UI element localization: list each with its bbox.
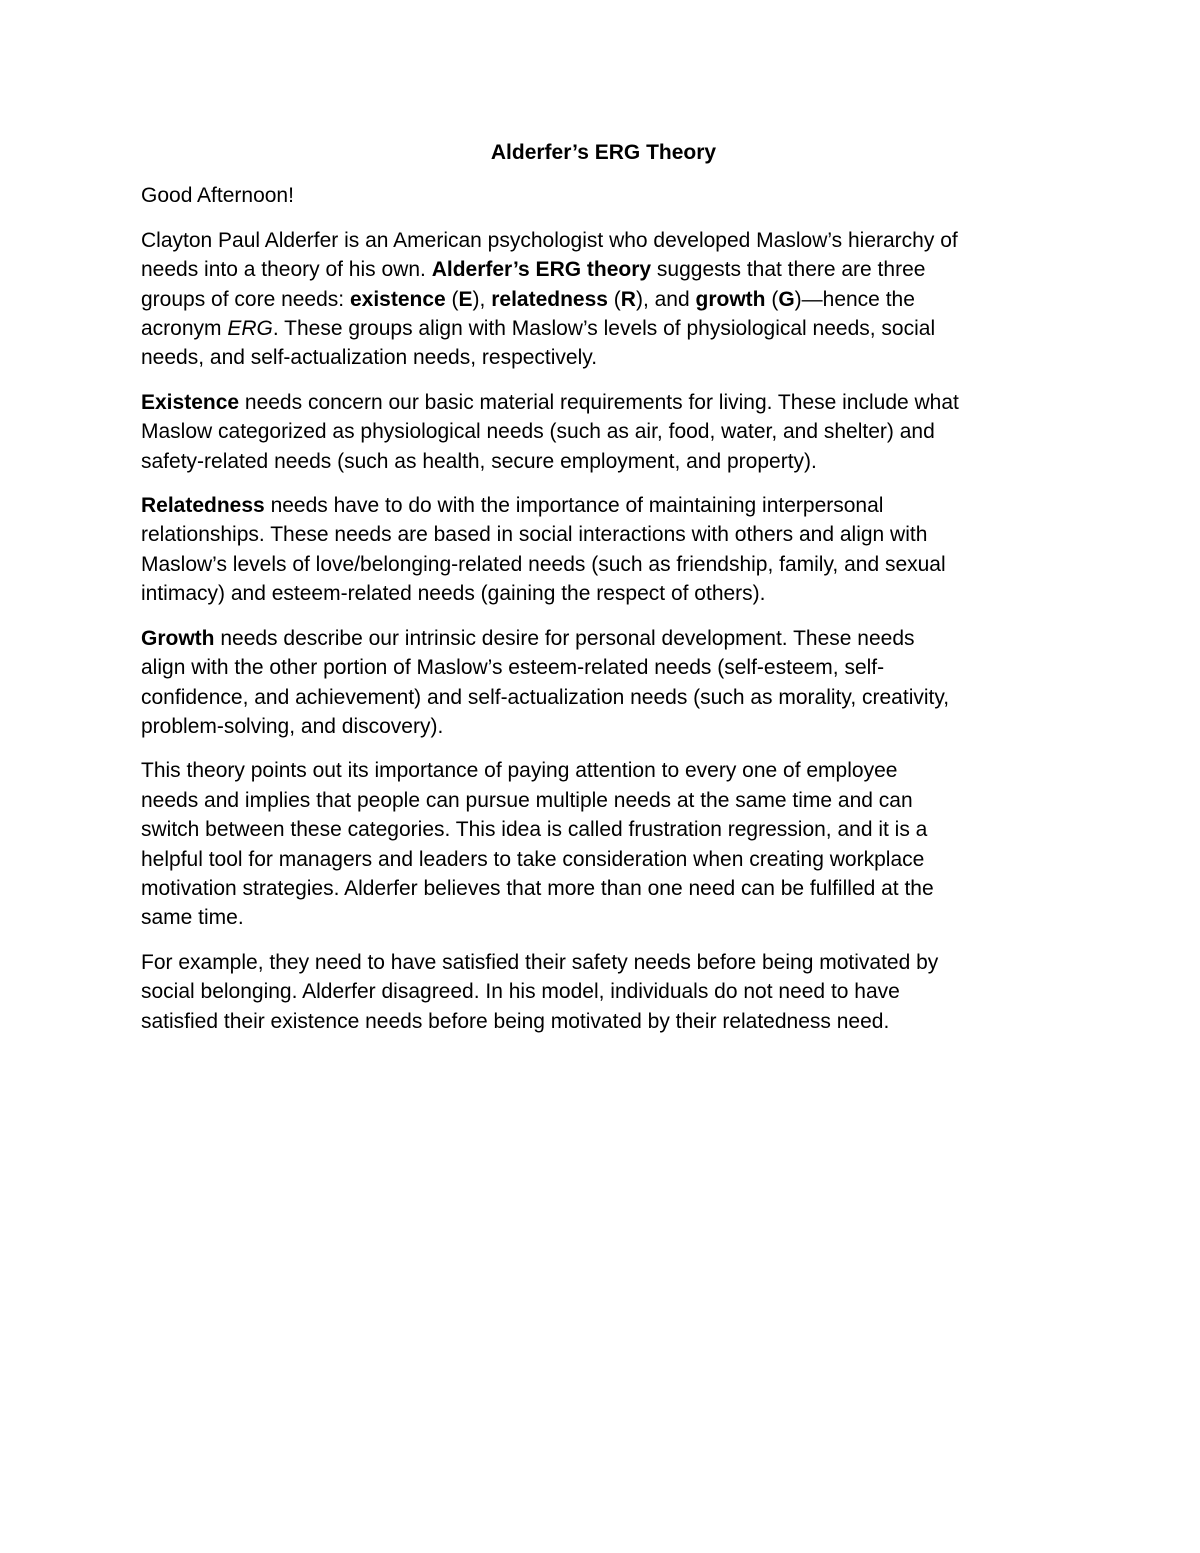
intro-line [141,255,1066,284]
g-letter-bold: G [778,287,795,311]
existence-bold: existence [349,287,446,311]
greeting-paragraph [141,181,1066,210]
intro-text: . These groups align with Maslow’s levels of physiological needs, social [272,317,936,341]
relatedness-line: intimacy) and esteem-related needs (gaining the respect of others). [141,582,766,606]
existence-line: Maslow categorized as physiological needs (such as air, food, water, and shelter) and [141,420,935,444]
document-title: Alderfer’s ERG Theory [490,141,717,164]
existence-text: needs concern our basic material requirements for living. These include what [239,390,959,414]
existence-line [141,388,1066,417]
relatedness-text: needs have to do with the importance of maintaining interpersonal [264,494,884,518]
intro-text: ( [765,287,779,311]
growth-line: problem-solving, and discovery). [141,714,444,738]
intro-text: )—hence the [794,287,915,311]
growth-line [141,624,1066,653]
theory-line: needs and implies that people can pursue multiple needs at the same time and can [141,788,913,812]
intro-text: groups of core needs: [141,287,350,311]
existence-paragraph [141,388,1066,476]
theory-line: motivation strategies. Alderfer believes that more than one need can be fulfilled at the [141,876,934,900]
example-paragraph [141,948,1066,1036]
growth-text: needs describe our intrinsic desire for personal development. These needs [214,626,915,650]
existence-term: Existence [141,390,240,414]
relatedness-bold: relatedness [491,287,608,311]
r-letter-bold: R [620,287,636,311]
erg-theory-bold: Alderfer’s ERG theory [431,258,652,282]
intro-text: ( [445,287,459,311]
theory-line: same time. [141,906,244,930]
intro-text: suggests that there are three [651,258,926,282]
relatedness-line [141,491,1066,520]
intro-line [141,285,1066,314]
growth-bold: growth [695,287,766,311]
intro-text: ), [472,287,492,311]
erg-acronym-italic: ERG [227,317,273,341]
theory-line: This theory points out its importance of paying attention to every one of employee [141,759,898,783]
example-line: For example, they need to have satisfied their safety needs before being motivated by [141,950,939,974]
relatedness-line: relationships. These needs are based in social interactions with others and align with [141,523,928,547]
intro-paragraph [141,226,1066,373]
intro-line [141,314,1066,343]
growth-term: Growth [141,626,215,650]
intro-line: Clayton Paul Alderfer is an American psychologist who developed Maslow’s hierarchy of [141,228,958,252]
existence-line: safety-related needs (such as health, secure employment, and property). [141,449,817,473]
relatedness-line: Maslow’s levels of love/belonging-related needs (such as friendship, family, and sexual [141,552,946,576]
intro-text: acronym [141,317,228,341]
relatedness-term: Relatedness [141,494,265,518]
growth-line: align with the other portion of Maslow’s esteem-related needs (self-esteem, self- [141,656,885,680]
theory-line: helpful tool for managers and leaders to take consideration when creating workplace [141,847,925,871]
intro-text: ( [607,287,621,311]
relatedness-paragraph [141,491,1066,609]
intro-text: ), and [635,287,696,311]
intro-text: needs into a theory of his own. [141,258,432,282]
document-body [141,138,1066,1051]
theory-line: switch between these categories. This idea is called frustration regression, and it is a [141,818,928,842]
e-letter-bold: E [458,287,473,311]
intro-line: needs, and self-actualization needs, respectively. [141,346,598,370]
growth-paragraph [141,624,1066,742]
example-line: satisfied their existence needs before being motivated by their relatedness need. [141,1009,890,1033]
greeting-text: Good Afternoon! [141,184,294,208]
theory-points-paragraph [141,756,1066,932]
example-line: social belonging. Alderfer disagreed. In his model, individuals do not need to have [141,980,900,1004]
growth-line: confidence, and achievement) and self-actualization needs (such as morality, creativity, [141,685,950,709]
